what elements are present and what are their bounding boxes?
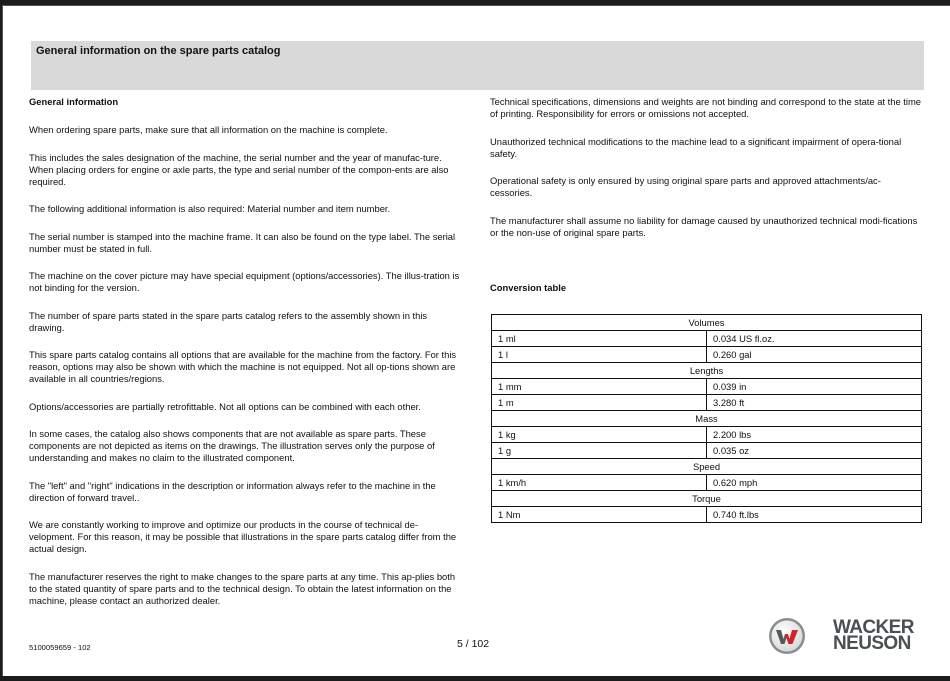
paragraph: The manufacturer reserves the right to make changes to the spare parts at any time. This ap-plies both to the stated quantity of spare parts and to the technical design. To obtain the latest information on the machine, please contact an authorized dealer. — [29, 570, 456, 606]
value-cell: 0.035 oz — [707, 443, 922, 459]
table-group-row — [492, 315, 922, 331]
value-cell: 0.620 mph — [707, 475, 922, 491]
paragraph: This includes the sales designation of the machine, the serial number and the year of manufac-ture. When placing orders for engine or axle parts, the type and serial number of the compon-ents are also required. — [29, 151, 449, 187]
value-cell: 3.280 ft — [707, 395, 922, 411]
table-row — [492, 331, 922, 347]
right-column — [490, 96, 922, 254]
page-title: General information on the spare parts catalog — [36, 45, 281, 57]
table-group-row — [492, 411, 922, 427]
unit-cell: 1 km/h — [492, 475, 707, 491]
paragraph: The serial number is stamped into the machine frame. It can also be found on the type label. The serial number must be stated in full. — [29, 230, 456, 254]
logo-line-2: NEUSON — [833, 632, 911, 654]
paragraph: Technical specifications, dimensions and weights are not binding and correspond to the state at the time of printing. Responsibility for errors or omissions not accepted. — [490, 96, 921, 119]
value-cell: 0.740 ft.lbs — [707, 507, 922, 523]
paragraph: This spare parts catalog contains all options that are available for the machine from the factory. For this reason, options may also be shown with which the machine is not equipped. Not all op-tions shown are available in all countries/regions. — [29, 349, 457, 384]
value-cell: 0.260 gal — [707, 347, 922, 363]
paragraph: Unauthorized technical modifications to the machine lead to a significant impairment of opera-tional safety. — [490, 135, 902, 159]
paragraph: The number of spare parts stated in the spare parts catalog refers to the assembly shown in this drawing. — [29, 309, 428, 333]
value-cell: 0.034 US fl.oz. — [707, 331, 922, 347]
viewer-bottom-edge — [0, 676, 950, 681]
table-row — [492, 379, 922, 395]
logo-line-1: WACKER — [833, 617, 914, 638]
table-row — [492, 443, 922, 459]
paragraph: When ordering spare parts, make sure that all information on the machine is complete. — [29, 124, 388, 135]
paragraph: The manufacturer shall assume no liability for damage caused by unauthorized technical modi-fications or the non-use of original spare parts. — [490, 214, 918, 238]
table-row — [492, 475, 922, 491]
table-row — [492, 347, 922, 363]
unit-cell: 1 kg — [492, 427, 707, 443]
unit-cell: 1 ml — [492, 331, 707, 347]
value-cell: 2.200 lbs — [707, 427, 922, 443]
value-cell: 0.039 in — [707, 379, 922, 395]
paragraph: The machine on the cover picture may have special equipment (options/accessories). The illus-tration is not binding for the version. — [29, 270, 460, 293]
unit-cell: 1 m — [492, 395, 707, 411]
unit-cell: 1 l — [492, 347, 707, 363]
paragraph: We are constantly working to improve and optimize our products in the course of technical de-velopment. For this reason, it may be possible that illustrations in the spare parts catalog differ from the actual design. — [29, 519, 457, 554]
conversion-table — [491, 314, 922, 523]
table-group-row — [492, 459, 922, 475]
table-row — [492, 507, 922, 523]
group-header: Torque — [492, 491, 922, 507]
conversion-table-title: Conversion table — [490, 282, 567, 293]
unit-cell: 1 mm — [492, 379, 707, 395]
paragraph: The "left" and "right" indications in the description or information always refer to the machine in the direction of forward travel.. — [29, 479, 436, 503]
paragraph: Options/accessories are partially retrofittable. Not all options can be combined with each other. — [29, 400, 421, 412]
group-header: Speed — [492, 459, 922, 475]
group-header: Volumes — [492, 315, 922, 331]
table-group-row — [492, 491, 922, 507]
table-group-row — [492, 363, 922, 379]
paragraph: In some cases, the catalog also shows components that are not available as spare parts. These components are not depicted as items on the drawings. The illustration serves only the purpose of understanding and makes no claim to the illustrated component. — [29, 428, 435, 463]
unit-cell: 1 g — [492, 443, 707, 459]
group-header: Lengths — [492, 363, 922, 379]
group-header: Mass — [492, 411, 922, 427]
wacker-neuson-emblem-icon — [768, 617, 806, 655]
page-header-bar — [31, 41, 924, 90]
table-row — [492, 395, 922, 411]
paragraph: Operational safety is only ensured by using original spare parts and approved attachments/ac-cessories. — [490, 175, 881, 198]
paragraph: The following additional information is also required: Material number and item number. — [29, 203, 391, 214]
page-number: 5 / 102 — [457, 638, 490, 650]
table-row — [492, 427, 922, 443]
section-title-general-information: General information — [29, 96, 119, 107]
left-column — [29, 96, 461, 622]
unit-cell: 1 Nm — [492, 507, 707, 523]
document-code: 5100059659 - 102 — [29, 643, 91, 652]
wacker-neuson-logo-text — [833, 617, 914, 654]
